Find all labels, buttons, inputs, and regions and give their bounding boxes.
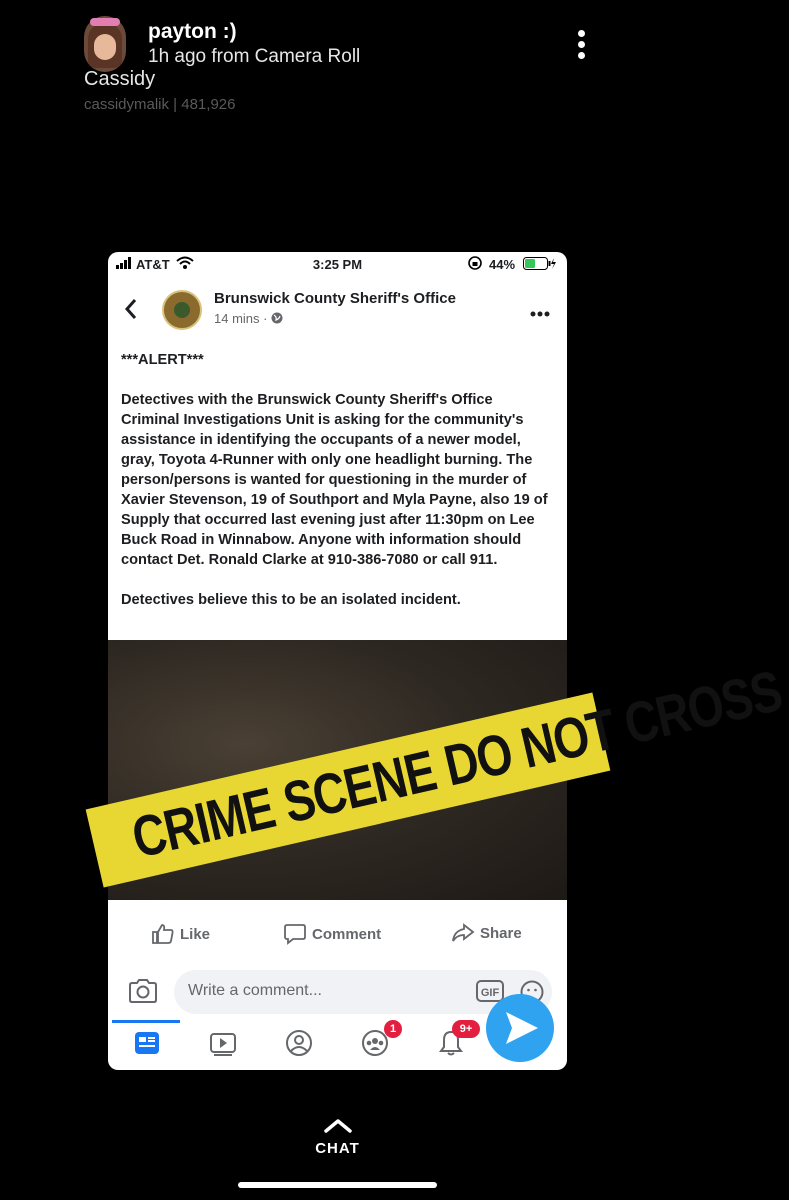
sender-avatar[interactable] (84, 16, 126, 72)
share-label: Share (480, 924, 522, 942)
carrier-label: AT&T (136, 257, 170, 272)
thumbs-up-icon (152, 924, 174, 944)
post-closing: Detectives believe this to be an isolated incident. (121, 592, 461, 608)
battery-icon (523, 257, 557, 273)
status-bar (108, 252, 567, 278)
like-label: Like (180, 925, 211, 943)
home-indicator (238, 1182, 437, 1188)
profile-tab-icon[interactable] (284, 1028, 314, 1058)
chat-label[interactable]: CHAT (315, 1140, 360, 1157)
sheriff-seal-avatar[interactable] (162, 290, 202, 330)
notifications-tab-icon[interactable] (436, 1023, 473, 1058)
groups-tab-icon[interactable] (360, 1023, 397, 1058)
rotation-lock-icon (468, 256, 482, 273)
watch-tab-icon[interactable] (208, 1028, 238, 1058)
page-name[interactable]: Brunswick County Sheriff's Office (214, 290, 456, 307)
post-time (214, 311, 283, 326)
sender-name[interactable]: payton :) (148, 20, 237, 43)
gif-button[interactable]: GIF (476, 980, 504, 1002)
snap-meta: cassidymalik | 481,926 (84, 96, 236, 113)
comment-label: Comment (312, 925, 382, 943)
chevron-up-icon[interactable] (323, 1118, 353, 1139)
shared-screenshot (108, 252, 788, 1070)
comment-icon (284, 924, 306, 944)
share-button[interactable] (452, 924, 522, 942)
post-image[interactable] (108, 640, 788, 900)
globe-icon (271, 312, 283, 324)
post-actions (108, 912, 567, 956)
snap-caption: Cassidy (84, 68, 156, 90)
groups-badge: 1 (384, 1020, 402, 1038)
more-options-icon[interactable] (576, 30, 588, 60)
share-arrow-icon (452, 924, 474, 942)
battery-percent: 44% (489, 257, 516, 272)
send-arrow-icon (486, 994, 554, 1062)
news-feed-tab-icon[interactable] (132, 1028, 162, 1058)
post-alert: ***ALERT*** (121, 352, 204, 368)
comment-button[interactable] (284, 924, 381, 944)
post-time-label: 14 mins · (214, 311, 268, 326)
status-time: 3:25 PM (312, 257, 363, 272)
comment-placeholder: Write a comment... (188, 982, 322, 999)
post-text (121, 350, 551, 630)
post-options-icon[interactable] (530, 304, 550, 322)
like-button[interactable] (152, 924, 210, 944)
active-tab-indicator (112, 1020, 180, 1023)
crime-scene-tape (86, 657, 788, 888)
snap-timestamp: 1h ago from Camera Roll (148, 46, 361, 67)
camera-icon[interactable] (128, 978, 158, 1009)
tape-text: CRIME SCENE DO NOT CROSS (126, 657, 788, 871)
post-body: Detectives with the Brunswick County Sheriff's Office Criminal Investigations Unit is asking for the community's assistance in identifying the occupants of a newer model, gray, Toyota 4-Runner with only one headlight burning. The person/persons is wanted for questioning in the murder of Xavier Stevenson, 19 of Southport and Myla Payne, also 19 of Supply that occurred last evening just after 11:30pm on Lee Buck Road in Winnabow. Anyone with information should contact Det. Ronald Clarke at 910-386-7080 or call 911. (121, 392, 548, 568)
back-chevron-icon[interactable] (124, 298, 138, 325)
send-reply-button[interactable] (486, 994, 554, 1062)
notifications-badge: 9+ (452, 1020, 480, 1038)
